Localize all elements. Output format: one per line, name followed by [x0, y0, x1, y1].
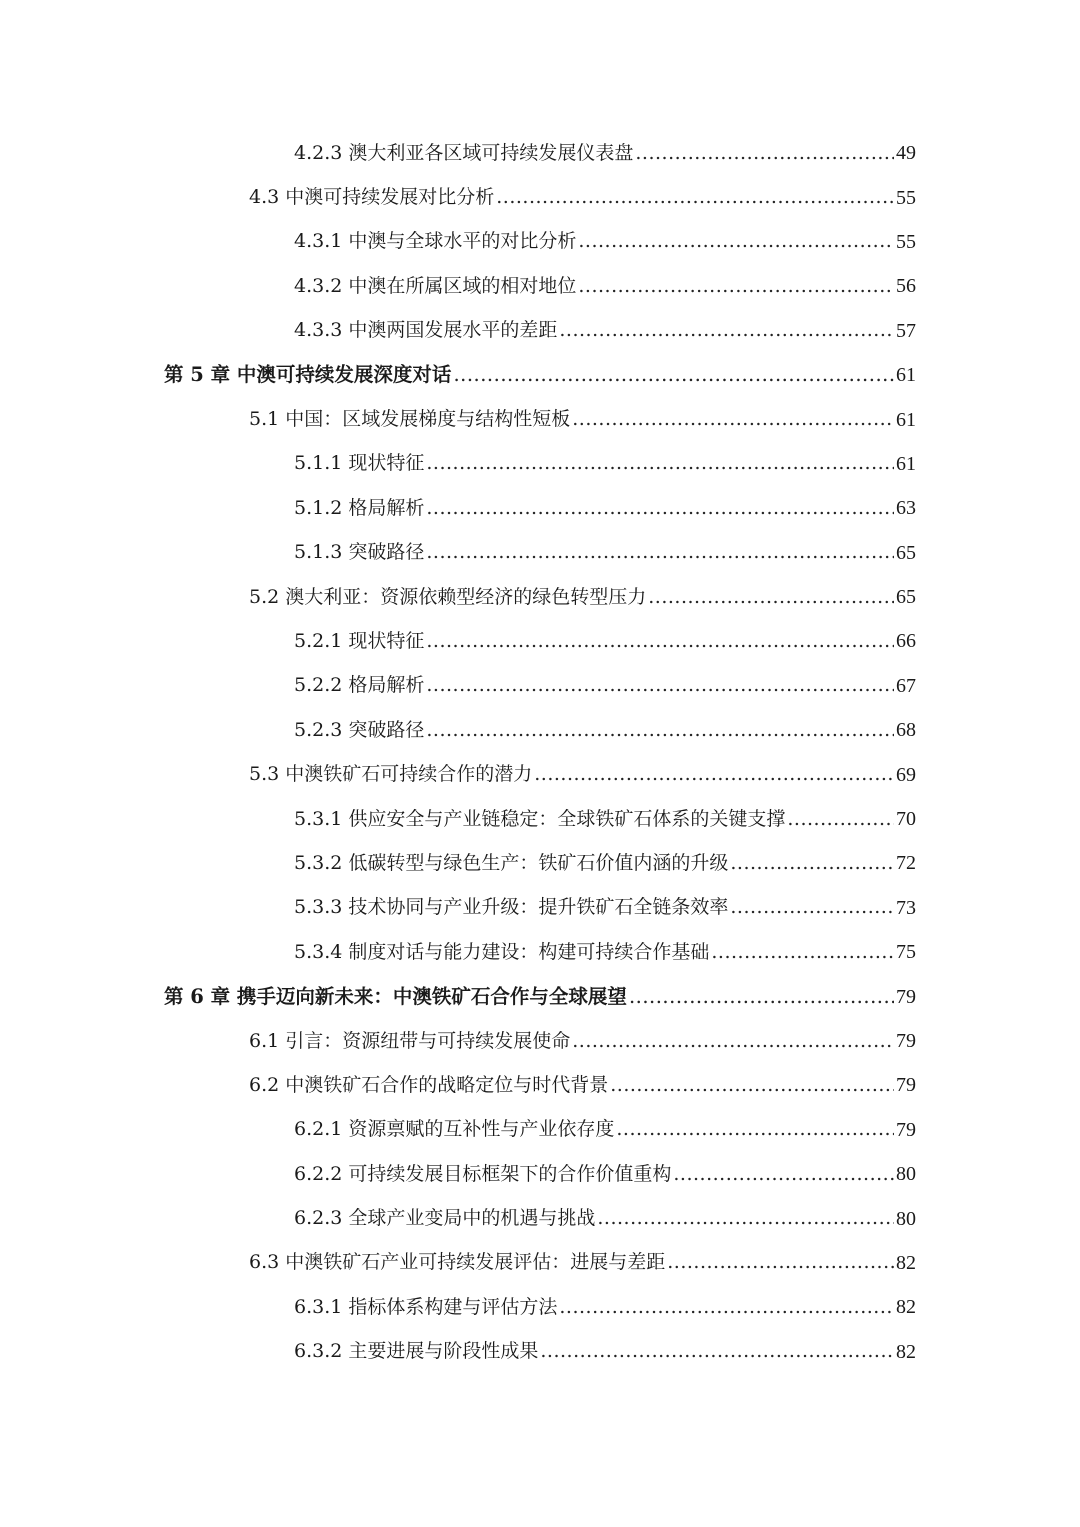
toc-page-number: 63 — [896, 497, 916, 520]
toc-dot-leader — [426, 543, 894, 562]
toc-entry-title: 4.3 中澳可持续发展对比分析 — [249, 186, 495, 209]
toc-subsection-entry[interactable] — [0, 1330, 1080, 1374]
toc-dot-leader — [578, 232, 894, 251]
toc-dot-leader — [572, 410, 894, 429]
toc-entry-title: 4.3.1 中澳与全球水平的对比分析 — [294, 230, 577, 253]
toc-entry-title: 第 5 章 中澳可持续发展深度对话 — [164, 363, 452, 387]
toc-page-number: 61 — [896, 452, 916, 475]
toc-page-number: 75 — [896, 941, 916, 964]
toc-dot-leader — [673, 1165, 894, 1184]
toc-section-entry[interactable] — [0, 752, 1080, 796]
toc-subsection-entry[interactable] — [0, 220, 1080, 264]
toc-section-entry[interactable] — [0, 1063, 1080, 1107]
toc-dot-leader — [426, 632, 894, 651]
toc-dot-leader — [426, 454, 894, 473]
toc-entry-title: 5.3.1 供应安全与产业链稳定：全球铁矿石体系的关键支撑 — [294, 807, 786, 830]
toc-entry-title: 5.3.2 低碳转型与绿色生产：铁矿石价值内涵的升级 — [294, 851, 729, 874]
toc-page-number: 80 — [896, 1207, 916, 1230]
toc-dot-leader — [711, 943, 894, 962]
toc-subsection-entry[interactable] — [0, 1196, 1080, 1240]
toc-entry-title: 5.2.3 突破路径 — [294, 718, 425, 741]
toc-entry-title: 5.2.1 现状特征 — [294, 629, 425, 652]
toc-page-number: 61 — [896, 408, 916, 431]
toc-section-entry[interactable] — [0, 1019, 1080, 1063]
toc-section-entry[interactable] — [0, 397, 1080, 441]
toc-page-number: 61 — [896, 364, 916, 387]
toc-subsection-entry[interactable] — [0, 708, 1080, 752]
toc-section-entry[interactable] — [0, 1241, 1080, 1285]
toc-page-number: 79 — [896, 1118, 916, 1141]
toc-subsection-entry[interactable] — [0, 1108, 1080, 1152]
toc-entry-title: 5.1.1 现状特征 — [294, 452, 425, 475]
toc-entry-title: 6.3.2 主要进展与阶段性成果 — [294, 1340, 539, 1363]
toc-section-entry[interactable] — [0, 575, 1080, 619]
toc-page-number: 68 — [896, 719, 916, 742]
table-of-contents — [0, 131, 1080, 1374]
toc-dot-leader — [496, 188, 894, 207]
toc-entry-title: 5.1.2 格局解析 — [294, 496, 425, 519]
toc-page-number: 79 — [896, 985, 916, 1008]
toc-page-number: 79 — [896, 1074, 916, 1097]
toc-dot-leader — [648, 588, 894, 607]
toc-dot-leader — [426, 676, 894, 695]
toc-entry-title: 6.2.1 资源禀赋的互补性与产业依存度 — [294, 1118, 615, 1141]
toc-page-number: 72 — [896, 852, 916, 875]
toc-entry-title: 6.1 引言：资源纽带与可持续发展使命 — [249, 1029, 571, 1052]
toc-dot-leader — [453, 365, 894, 385]
toc-page-number: 65 — [896, 541, 916, 564]
toc-dot-leader — [616, 1120, 894, 1139]
toc-subsection-entry[interactable] — [0, 930, 1080, 974]
toc-subsection-entry[interactable] — [0, 309, 1080, 353]
toc-dot-leader — [540, 1342, 894, 1361]
toc-entry-title: 5.2 澳大利亚：资源依赖型经济的绿色转型压力 — [249, 585, 647, 608]
toc-page-number: 73 — [896, 896, 916, 919]
toc-dot-leader — [635, 144, 894, 163]
toc-entry-title: 5.3.3 技术协同与产业升级：提升铁矿石全链条效率 — [294, 896, 729, 919]
toc-page-number: 65 — [896, 586, 916, 609]
toc-page-number: 82 — [896, 1296, 916, 1319]
toc-page-number: 67 — [896, 674, 916, 697]
toc-chapter-entry[interactable] — [0, 974, 1080, 1018]
toc-page-number: 79 — [896, 1030, 916, 1052]
toc-dot-leader — [426, 499, 894, 518]
toc-dot-leader — [787, 810, 894, 829]
toc-subsection-entry[interactable] — [0, 797, 1080, 841]
toc-entry-title: 第 6 章 携手迈向新未来：中澳铁矿石合作与全球展望 — [164, 984, 627, 1008]
toc-subsection-entry[interactable] — [0, 664, 1080, 708]
toc-entry-title: 4.3.3 中澳两国发展水平的差距 — [294, 319, 558, 342]
toc-dot-leader — [597, 1209, 894, 1228]
toc-dot-leader — [610, 1076, 894, 1095]
toc-subsection-entry[interactable] — [0, 886, 1080, 930]
toc-subsection-entry[interactable] — [0, 619, 1080, 663]
toc-page-number: 56 — [896, 275, 916, 298]
toc-subsection-entry[interactable] — [0, 264, 1080, 308]
toc-subsection-entry[interactable] — [0, 486, 1080, 530]
toc-entry-title: 6.2.3 全球产业变局中的机遇与挑战 — [294, 1207, 596, 1230]
toc-entry-title: 5.3.4 制度对话与能力建设：构建可持续合作基础 — [294, 940, 710, 963]
toc-entry-title: 6.3 中澳铁矿石产业可持续发展评估：进展与差距 — [249, 1251, 666, 1274]
toc-entry-title: 5.1.3 突破路径 — [294, 541, 425, 564]
toc-dot-leader — [730, 854, 894, 873]
toc-entry-title: 5.2.2 格局解析 — [294, 674, 425, 697]
toc-dot-leader — [730, 898, 894, 917]
toc-chapter-entry[interactable] — [0, 353, 1080, 397]
toc-dot-leader — [629, 987, 894, 1007]
toc-page-number: 80 — [896, 1163, 916, 1186]
toc-subsection-entry[interactable] — [0, 841, 1080, 885]
toc-entry-title: 6.2.2 可持续发展目标框架下的合作价值重构 — [294, 1162, 672, 1185]
toc-page-number: 55 — [896, 186, 916, 209]
toc-page-number: 70 — [896, 808, 916, 831]
toc-dot-leader — [572, 1032, 894, 1051]
toc-page-number: 69 — [896, 763, 916, 786]
toc-dot-leader — [578, 277, 894, 296]
toc-subsection-entry[interactable] — [0, 1285, 1080, 1329]
toc-page-number: 82 — [896, 1251, 916, 1274]
toc-page-number: 82 — [896, 1340, 916, 1363]
toc-page-number: 57 — [896, 319, 916, 342]
toc-dot-leader — [534, 765, 894, 784]
toc-entry-title: 6.3.1 指标体系构建与评估方法 — [294, 1295, 558, 1318]
toc-entry-title: 5.1 中国：区域发展梯度与结构性短板 — [249, 408, 571, 431]
toc-section-entry[interactable] — [0, 175, 1080, 219]
toc-dot-leader — [426, 721, 894, 740]
toc-dot-leader — [559, 1298, 894, 1317]
toc-entry-title: 6.2 中澳铁矿石合作的战略定位与时代背景 — [249, 1073, 609, 1096]
toc-page-number: 66 — [896, 630, 916, 653]
toc-subsection-entry[interactable] — [0, 1152, 1080, 1196]
toc-page-number: 55 — [896, 230, 916, 253]
toc-entry-title: 4.3.2 中澳在所属区域的相对地位 — [294, 274, 577, 297]
toc-subsection-entry[interactable] — [0, 131, 1080, 175]
toc-dot-leader — [559, 321, 894, 340]
toc-subsection-entry[interactable] — [0, 442, 1080, 486]
toc-entry-title: 5.3 中澳铁矿石可持续合作的潜力 — [249, 763, 533, 786]
toc-page-number: 49 — [896, 142, 916, 165]
toc-entry-title: 4.2.3 澳大利亚各区域可持续发展仪表盘 — [294, 141, 634, 164]
toc-subsection-entry[interactable] — [0, 531, 1080, 575]
toc-dot-leader — [667, 1253, 894, 1272]
